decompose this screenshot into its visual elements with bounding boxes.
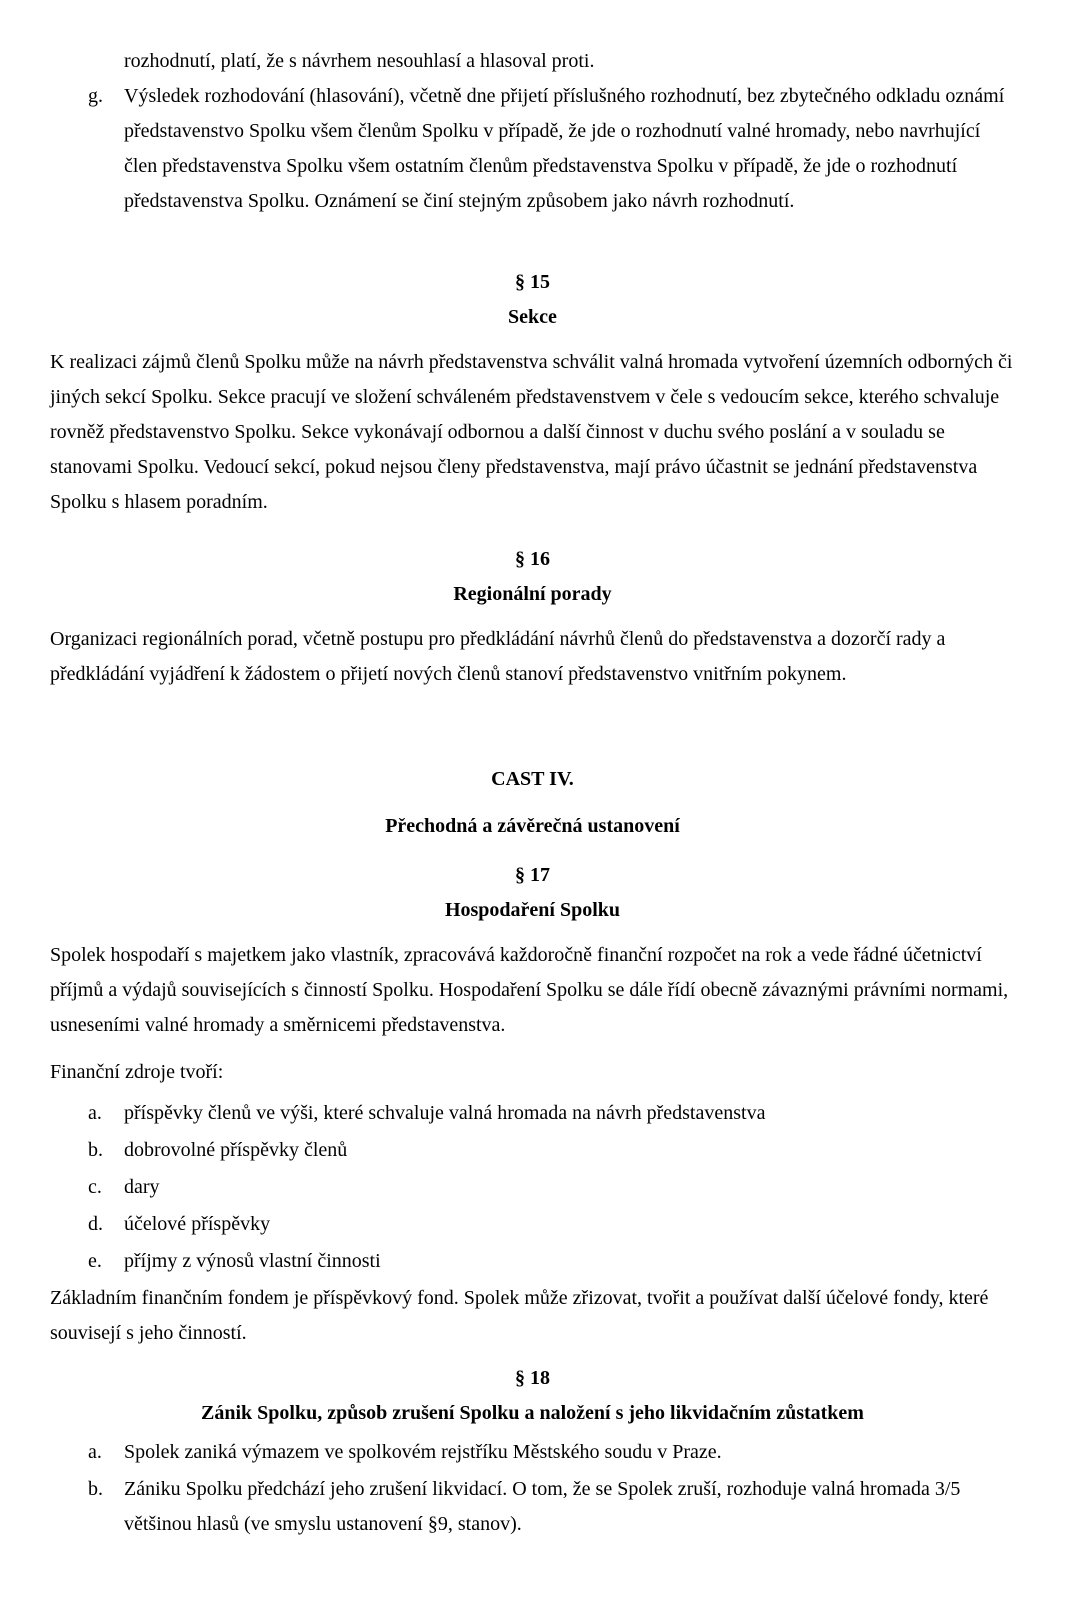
prev-item-continuation-text: rozhodnutí, platí, že s návrhem nesouhlasí a hlasoval proti. — [124, 50, 595, 72]
finance-item-a — [50, 1096, 1015, 1131]
list-item-g-text: Výsledek rozhodování (hlasování), včetně dne přijetí příslušného rozhodnutí, bez zbytečného odkladu oznámí představenstvo Spolku všem členům Spolku v případě, že jde o rozhodnutí valné hromady, nebo navrhující člen představenstva Spolku všem ostatním členům představenstva Spolku v případě, že jde o rozhodnutí představenstva Spolku. Oznámení se činí stejným způsobem jako návrh rozhodnutí. — [124, 85, 1005, 212]
finance-item-b-text: dobrovolné příspěvky členů — [124, 1139, 348, 1161]
finance-item-e-text: příjmy z výnosů vlastní činnosti — [124, 1250, 381, 1272]
finance-item-b-marker: b. — [88, 1139, 103, 1161]
section-15-body: K realizaci zájmů členů Spolku může na návrh představenstva schválit valná hromada vytvoření územních odborných či jiných sekcí Spolku. Sekce pracují ve složení schváleném představenstvem v čele s vedoucím sekce, kterého schvaluje rovněž představenstvo Spolku. Sekce vykonávají odbornou a další činnost v duchu svého poslání a v souladu se stanovami Spolku. Vedoucí sekcí, pokud nejsou členy představenstva, mají právo účastnit se jednání představenstva Spolku s hlasem poradním. — [50, 351, 1013, 513]
finance-item-a-text: příspěvky členů ve výši, které schvaluje valná hromada na návrh představenstva — [124, 1102, 766, 1124]
finance-item-d-marker: d. — [88, 1213, 103, 1235]
section-15-number: § 15 — [515, 271, 550, 293]
dissolution-item-b-text: Zániku Spolku předchází jeho zrušení likvidací. O tom, že se Spolek zruší, rozhoduje valná hromada 3/5 většinou hlasů (ve smyslu ustanovení §9, stanov). — [124, 1478, 961, 1535]
finance-sources-list — [50, 1096, 1015, 1279]
section-17-heading — [50, 858, 1015, 928]
finance-item-a-marker: a. — [88, 1102, 102, 1124]
finance-item-c — [50, 1170, 1015, 1205]
section-15-title: Sekce — [508, 306, 557, 328]
dissolution-list — [50, 1435, 1015, 1542]
section-18-heading — [50, 1361, 1015, 1431]
finance-item-d — [50, 1207, 1015, 1242]
section-15-heading — [50, 265, 1015, 335]
section-16-number: § 16 — [515, 548, 550, 570]
dissolution-item-b-marker: b. — [88, 1478, 103, 1500]
list-item-g — [50, 79, 1015, 219]
section-18-number: § 18 — [515, 1367, 550, 1389]
section-16-title: Regionální porady — [453, 583, 612, 605]
finance-item-e — [50, 1244, 1015, 1279]
finance-item-d-text: účelové příspěvky — [124, 1213, 271, 1235]
finance-item-c-text: dary — [124, 1176, 160, 1198]
list-item-g-marker: g. — [88, 85, 103, 107]
part-4-title: CAST IV. — [491, 768, 574, 790]
dissolution-item-b — [50, 1472, 1015, 1542]
dissolution-item-a — [50, 1435, 1015, 1470]
finance-item-c-marker: c. — [88, 1176, 102, 1198]
section-18-title: Zánik Spolku, způsob zrušení Spolku a naložení s jeho likvidačním zůstatkem — [201, 1402, 864, 1424]
section-17-body: Spolek hospodaří s majetkem jako vlastník, zpracovává každoročně finanční rozpočet na rok a vede řádné účetnictví příjmů a výdajů souvisejících s činností Spolku. Hospodaření Spolku se dále řídí obecně závaznými právními normami, usneseními valné hromady a směrnicemi představenstva. — [50, 944, 1009, 1036]
section-17-number: § 17 — [515, 864, 550, 886]
dissolution-item-a-marker: a. — [88, 1441, 102, 1463]
finance-sources-intro: Finanční zdroje tvoří: — [50, 1061, 224, 1083]
section-16-heading — [50, 542, 1015, 612]
section-17-title: Hospodaření Spolku — [444, 899, 621, 921]
part-4-subtitle: Přechodná a závěrečná ustanovení — [385, 815, 680, 837]
finance-item-e-marker: e. — [88, 1250, 102, 1272]
section-16-body: Organizaci regionálních porad, včetně postupu pro předkládání návrhů členů do představenstva a dozorčí rady a předkládání vyjádření k žádostem o přijetí nových členů stanoví představenstvo vnitřním pokynem. — [50, 628, 946, 685]
section-17-closing: Základním finančním fondem je příspěvkový fond. Spolek může zřizovat, tvořit a používat další účelové fondy, které souvisejí s jeho činností. — [50, 1287, 989, 1344]
finance-item-b — [50, 1133, 1015, 1168]
dissolution-item-a-text: Spolek zaniká výmazem ve spolkovém rejstříku Městského soudu v Praze. — [124, 1441, 722, 1463]
